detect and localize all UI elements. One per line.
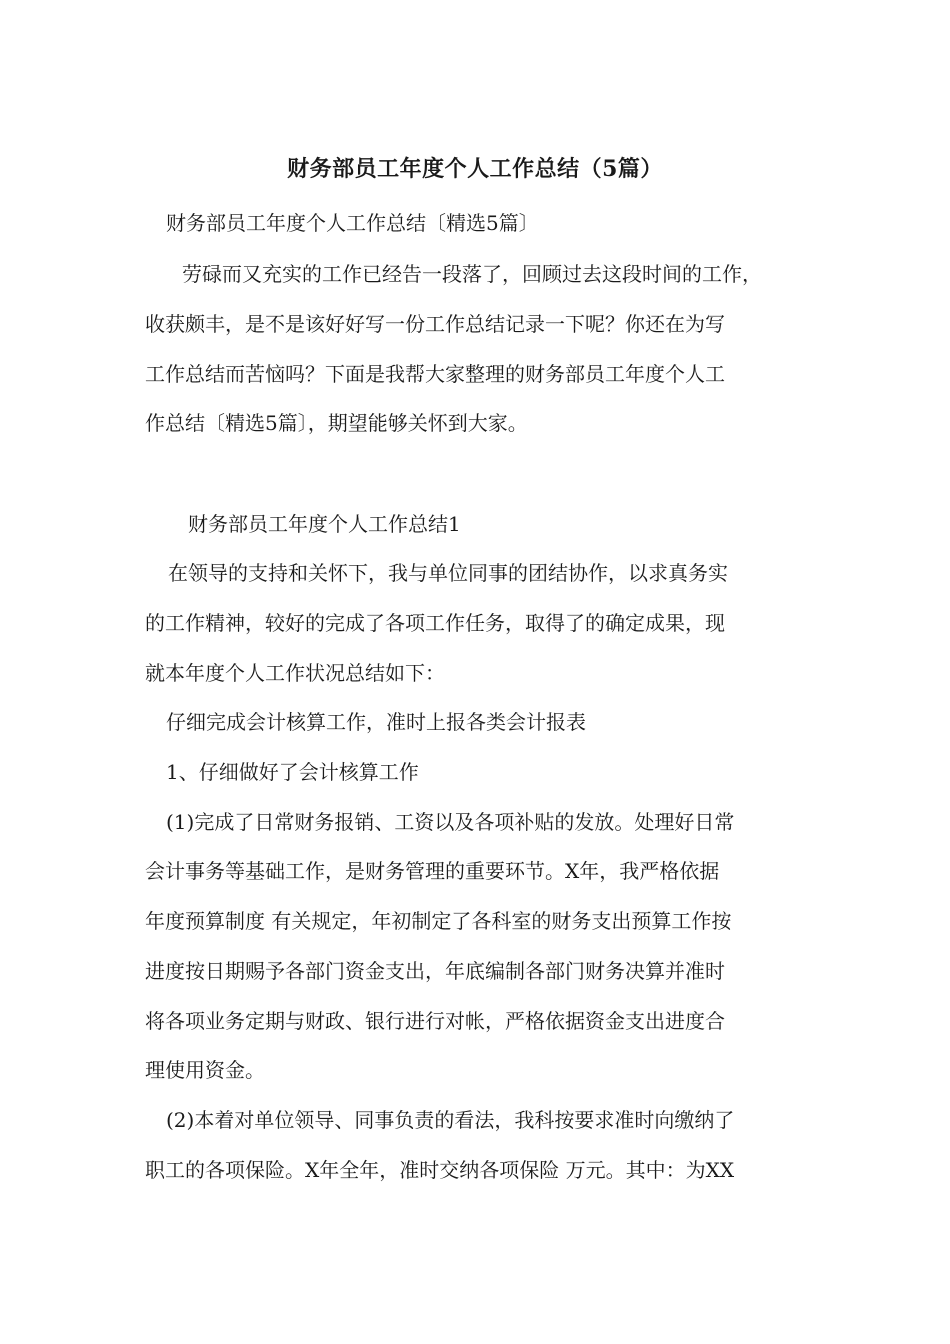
item-1-line-3: 年度预算制度 有关规定，年初制定了各科室的财务支出预算工作按: [145, 909, 732, 933]
section-heading-1: 财务部员工年度个人工作总结1: [188, 512, 461, 536]
subtitle-line: 财务部员工年度个人工作总结〔精选5篇〕: [166, 211, 539, 235]
intro-line-4: 作总结〔精选5篇〕，期望能够关怀到大家。: [145, 411, 528, 435]
intro-line-3: 工作总结而苦恼吗？下面是我帮大家整理的财务部员工年度个人工: [145, 362, 725, 386]
intro-line-2: 收获颇丰，是不是该好好写一份工作总结记录一下呢？你还在为写: [145, 312, 725, 336]
list-item-1: 1、仔细做好了会计核算工作: [166, 760, 419, 784]
item-1-line-5: 将各项业务定期与财政、银行进行对帐，严格依据资金支出进度合: [145, 1009, 725, 1033]
sub-heading-accounting: 仔细完成会计核算工作，准时上报各类会计报表: [166, 710, 586, 734]
item-2-line-1: (2)本着对单位领导、同事负责的看法，我科按要求准时向缴纳了: [166, 1108, 735, 1132]
para-1-line-2: 的工作精神，较好的完成了各项工作任务，取得了的确定成果，现: [145, 611, 725, 635]
item-1-line-1: (1)完成了日常财务报销、工资以及各项补贴的发放。处理好日常: [166, 810, 735, 834]
para-1-line-1: 在领导的支持和关怀下，我与单位同事的团结协作，以求真务实: [168, 561, 728, 585]
intro-line-1: 劳碌而又充实的工作已经告一段落了，回顾过去这段时间的工作，: [182, 262, 762, 286]
item-1-line-6: 理使用资金。: [145, 1058, 265, 1082]
document-title: 财务部员工年度个人工作总结（5篇）: [287, 156, 663, 182]
item-2-line-2: 职工的各项保险。X年全年，准时交纳各项保险 万元。其中：为XX: [145, 1158, 735, 1182]
para-1-line-3: 就本年度个人工作状况总结如下：: [145, 661, 445, 685]
item-1-line-2: 会计事务等基础工作，是财务管理的重要环节。X年，我严格依据: [145, 859, 720, 883]
item-1-line-4: 进度按日期赐予各部门资金支出，年底编制各部门财务决算并准时: [145, 959, 725, 983]
